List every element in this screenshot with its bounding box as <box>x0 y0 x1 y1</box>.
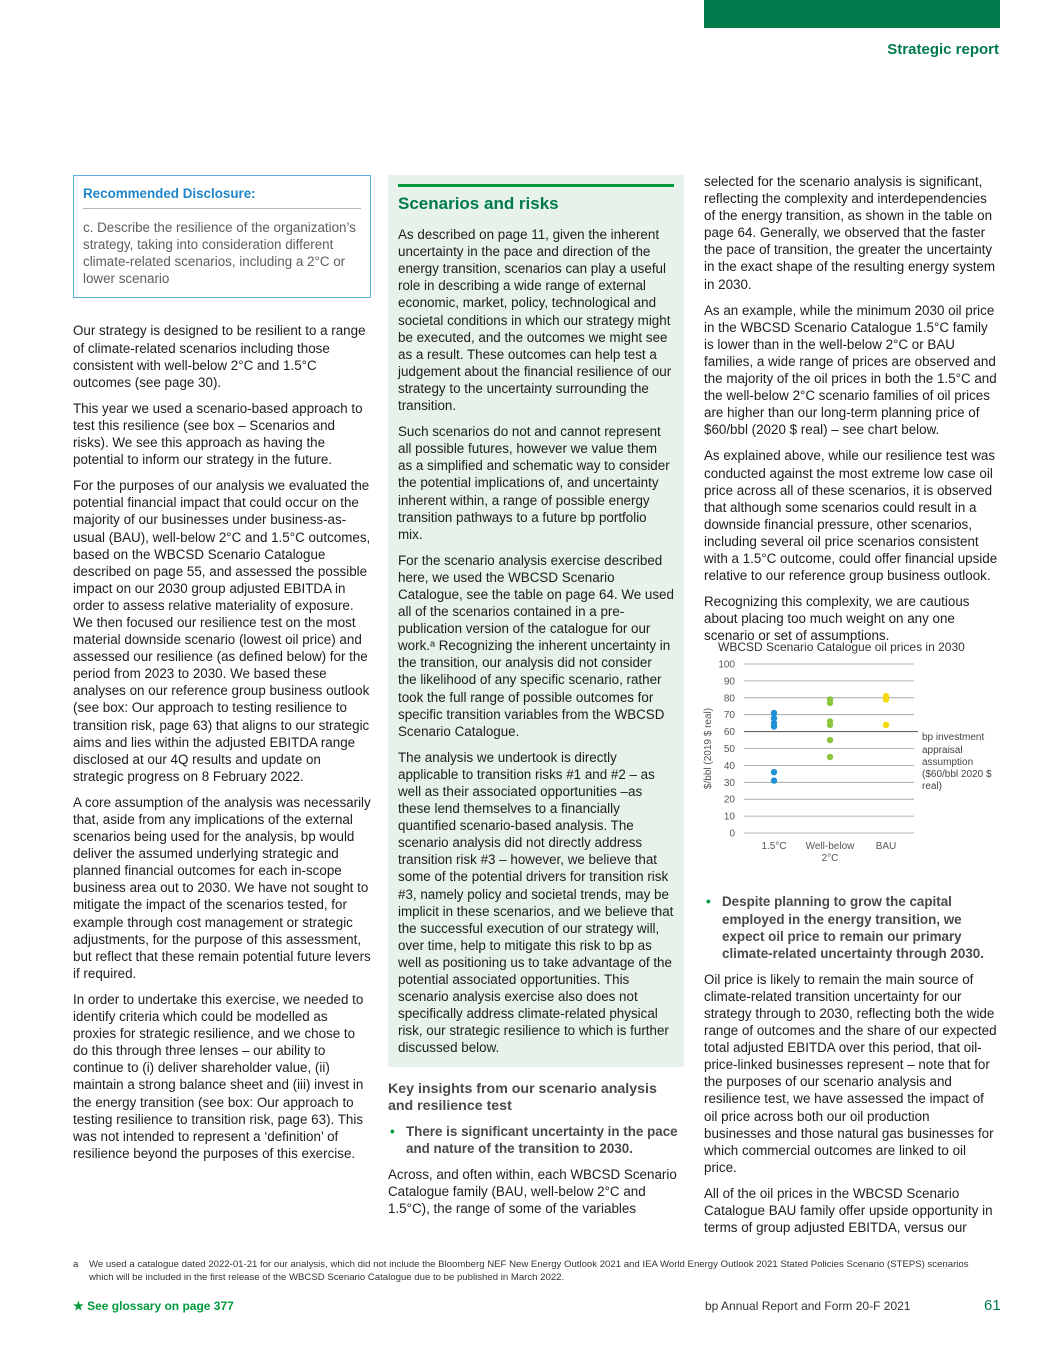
x-tick-label: BAU <box>875 841 897 853</box>
header-bar <box>704 0 1000 28</box>
paragraph: All of the oil prices in the WBCSD Scenario Catalogue BAU family offer upside opportunity in terms of group adjusted EBITDA, versus our <box>704 1185 993 1236</box>
data-point <box>771 769 777 775</box>
paragraph: In order to undertake this exercise, we needed to identify criteria which could be modelled as proxies for strategic resilience, and we chose to do this through three lenses – our ability to continue to (i) deliver shareholder value, (ii) maintain a strong balance sheet and (iii) invest in the energy transition (see box: Our approach to testing resilience to transition risk, page 63). This was not intended to represent a ‘definition’ of resilience beyond the purposes of this exercise. <box>73 991 364 1161</box>
y-tick-label: 40 <box>723 761 735 773</box>
y-tick-label: 20 <box>723 795 735 807</box>
disclosure-text: c. Describe the resilience of the organization’s strategy, taking into consideration different climate-related scenarios, including a 2°C or lower scenario <box>83 220 356 287</box>
y-tick-label: 100 <box>718 659 735 671</box>
data-point <box>827 700 833 706</box>
box-top-rule <box>398 184 674 187</box>
footnote-marker: a <box>73 1259 79 1270</box>
page-number: 61 <box>984 1297 1001 1314</box>
paragraph: This year we used a scenario-based approach to test this resilience (see box – Scenarios and risks). We see this approach as having the potential to inform our strategy in the future. <box>73 400 363 468</box>
y-tick-label: 50 <box>723 744 735 756</box>
paragraph: A core assumption of the analysis was necessarily that, aside from any implications of the external scenarios being used for the analysis, bp would deliver the assumed underlying strategic and planned financial outcomes for each in-scope business area out to 2030. We have not sought to mitigate the impact of the scenarios tested, for example through cost management or strategic adjustments, for the purpose of this assessment, but reflect that these remain potential future levers if required. <box>73 794 371 981</box>
paragraph: As an example, while the minimum 2030 oil price in the WBCSD Scenario Catalogue 1.5°C family is lower than in the well-below 2°C or BAU families, a wide range of prices are observed and the majority of the oil prices in both the 1.5°C and the well-below 2°C scenario families of oil prices are higher than our long-term planning price of $60/bbl (2020 $ real) – see chart below. <box>704 302 997 438</box>
paragraph: As explained above, while our resilience test was conducted against the most extreme low case oil price across all of these scenarios, it is observed that although some scenarios could result in a downside financial pressure, other scenarios, including several oil price scenarios consistent with a 1.5°C outcome, could offer financial upside relative to our reference group business outlook. <box>704 448 998 584</box>
x-tick-label: 2°C <box>821 853 839 865</box>
data-point <box>771 778 777 784</box>
y-tick-label: 60 <box>723 727 735 739</box>
footnote-text: We used a catalogue dated 2022-01-21 for our analysis, which did not include the Bloomberg NEF New Energy Outlook 2021 and IEA World Energy Outlook 2021 Stated Policies Scenario (STEPS) scenarios which will be included in the first release of the WBCSD Scenario Catalogue due to be published in March 2022. <box>89 1259 969 1283</box>
column-middle <box>388 175 684 1226</box>
oil-price-chart <box>703 640 1000 885</box>
x-tick-label: 1.5°C <box>761 841 787 853</box>
key-insights-heading: Key insights from our scenario analysis and resilience test <box>388 1080 657 1114</box>
glossary-link[interactable]: ★ See glossary on page 377 <box>73 1299 234 1313</box>
scenarios-and-risks-box <box>388 175 684 1067</box>
bullet-point: • Despite planning to grow the capital employed in the energy transition, we expect oil price to remain our primary climate-related uncertainty through 2030. <box>704 893 1000 961</box>
x-tick-label: Well-below <box>805 841 855 853</box>
y-axis-label: $/bbl (2019 $ real) <box>703 708 714 790</box>
y-tick-label: 0 <box>729 828 735 840</box>
column-right <box>704 173 1000 1245</box>
footnote <box>73 1258 993 1284</box>
paragraph: The analysis we undertook is directly applicable to transition risks #1 and #2 – as well as their associated opportunities –as these lend themselves to a financially quantified scenario-based analysis. The scenario analysis did not directly address transition risk #3 – however, we believe that some of the potential drivers for transition risk #3, namely policy and societal trends, may be implicit in these scenarios, and we believe that the successful execution of our strategy will, over time, help to mitigate this risk to bp as well as positioning us to take advantage of the potential associated opportunities. This scenario analysis exercise also does not specifically address climate-related physical risk, our strategic resilience to which is further discussed below. <box>398 749 674 1056</box>
paragraph: Recognizing this complexity, we are cautious about placing too much weight on any one scenario or set of assumptions. <box>704 594 970 644</box>
data-point <box>827 737 833 743</box>
glossary-text: See glossary on page 377 <box>87 1299 234 1313</box>
paragraph: For the purposes of our analysis we evaluated the potential financial impact that could occur on the majority of our businesses under business-as-usual (BAU), well-below 2°C and 1.5°C outcomes, based on the WBCSD Scenario Catalogue described on page 55, and assessed the possible impact on our 2030 group adjusted EBITDA in order to assess relative materiality of exposure. We then focused our resilience test on the most material downside scenario (lowest oil price) and assessed our resilience (as defined below) for the period from 2023 to 2030. We based these analyses on our reference group business outlook (see box: Our approach to testing resilience to transition risk, page 63) that aligns to our strategic aims and lies within the adjusted EBITDA range disclosed at our 4Q results and update on strategic progress on 8 February 2022. <box>73 478 371 784</box>
paragraph: As described on page 11, given the inherent uncertainty in the pace and direction of the energy transition, scenarios can play a useful role in describing a wide range of external economic, market, policy, technological and societal conditions in which our strategy might be executed, and the outcomes we might see as a result. These outcomes can help test a judgement about the financial resilience of our strategy to the uncertainty surrounding the transition. <box>398 227 672 414</box>
paragraph: Across, and often within, each WBCSD Scenario Catalogue family (BAU, well-below 2°C and 1.5°C), the range of some of the variables <box>388 1166 677 1216</box>
y-tick-label: 30 <box>723 778 735 790</box>
data-point <box>827 722 833 728</box>
y-tick-label: 90 <box>723 676 735 688</box>
paragraph: For the scenario analysis exercise described here, we used the WBCSD Scenario Catalogue, see the table on page 64. We used all of the scenarios contained in a pre-publication version of the catalogue for our work.ᵃ Recognizing the inherent uncertainty in the transition, our analysis did not consider the likelihood of any specific scenario, rather took the full range of possible outcomes for specific transition variables from the WBCSD Scenario Catalogue. <box>398 552 674 739</box>
y-tick-label: 10 <box>723 812 735 824</box>
box-title: Scenarios and risks <box>398 194 559 213</box>
y-tick-label: 80 <box>723 693 735 705</box>
report-name: bp Annual Report and Form 20-F 2021 <box>705 1299 911 1313</box>
bullet-point: • There is significant uncertainty in the pace and nature of the transition to 2030. <box>388 1123 684 1157</box>
recommended-disclosure-box <box>73 175 371 298</box>
column-left <box>73 175 371 1171</box>
paragraph: Oil price is likely to remain the main source of climate-related transition uncertainty for our strategy through to 2030, reflecting both the wide range of outcomes and the share of our expected total adjusted EBITDA over this period, that oil-price-linked businesses represent – note that for the purposes of our scenario analysis and resilience test, we have assessed the impact of oil price across both our oil production businesses and those natural gas businesses for which commercial outcomes are linked to oil price. <box>704 971 997 1175</box>
data-point <box>883 697 889 703</box>
reference-line-note: bp investment appraisal assumption ($60/bbl 2020 $ real) <box>922 732 992 793</box>
data-point <box>771 724 777 730</box>
section-title: Strategic report <box>887 41 999 58</box>
disclosure-title: Recommended Disclosure: <box>83 185 361 209</box>
y-tick-label: 70 <box>723 710 735 722</box>
chart-title: WBCSD Scenario Catalogue oil prices in 2030 <box>718 640 965 655</box>
paragraph: Such scenarios do not and cannot represent all possible futures, however we value them as a simplified and schematic way to consider the potential implications of, and uncertainty inherent within, a range of possible energy transition pathways to a future bp portfolio mix. <box>398 424 670 542</box>
paragraph: Our strategy is designed to be resilient to a range of climate-related scenarios including those consistent with well-below 2°C and 1.5°C outcomes (see page 30). <box>73 323 366 390</box>
data-point <box>827 754 833 760</box>
paragraph: selected for the scenario analysis is significant, reflecting the complexity and interdependencies of the energy transition, as shown in the table on page 64. Generally, we observed that the faster the pace of transition, the greater the uncertainty in the exact shape of the resulting energy system in 2030. <box>704 174 996 292</box>
data-point <box>883 722 889 728</box>
